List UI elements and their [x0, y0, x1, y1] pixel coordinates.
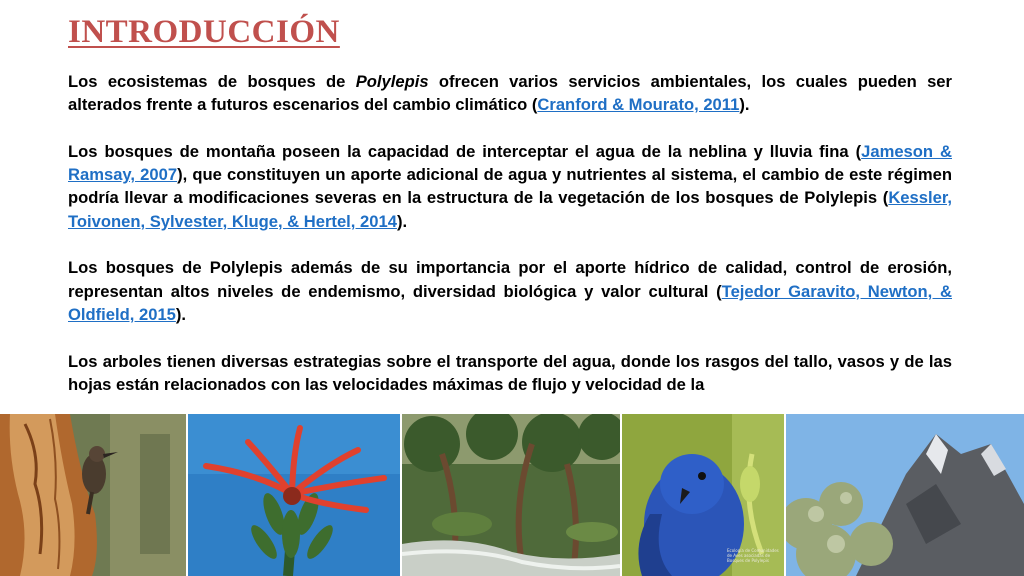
citation-link-tejedor[interactable]: Tejedor Garavito, Newton, & Oldfield, 2015	[68, 281, 952, 324]
text-run: Los bosques de montaña poseen la capacidad de interceptar el agua de la neblina y lluvia fina (	[68, 141, 862, 161]
photo-bird-on-bark	[0, 414, 186, 576]
text-run: ).	[396, 211, 408, 231]
paragraph-endemism	[68, 256, 952, 326]
paragraph-water-transport	[68, 350, 952, 397]
citation-link-jameson[interactable]: Jameson & Ramsay, 2007	[68, 141, 952, 185]
photo-credit: Ecología de Comunidades de Aves asociadas de Bosques de Polylepis	[727, 548, 779, 563]
photo-mountain	[786, 414, 1024, 576]
text-run: ).	[739, 95, 750, 115]
text-run: Los bosques de Polylepis además de su importancia por el aporte hídrico de calidad, control de erosión, representan altos niveles de endemismo, diversidad biológica y valor cultural (	[68, 258, 952, 301]
paragraph-fog-interception	[68, 140, 952, 233]
page-title: INTRODUCCIÓN	[68, 14, 340, 50]
photo-blue-bird	[622, 414, 784, 576]
text-run: ), que constituyen un aporte adicional de agua y nutrientes al sistema, el cambio de este régimen podría llevar a modificaciones severas en la estructura de la vegetación de los bosques de Polylepis (	[68, 165, 952, 208]
species-name: Polylepis	[355, 72, 429, 91]
text-run: Los ecosistemas de bosques de	[68, 72, 356, 91]
paragraph-ecosystem-services	[68, 70, 952, 117]
text-run: ).	[175, 304, 187, 324]
photo-strip	[0, 414, 1024, 576]
citation-link-kessler[interactable]: Kessler, Toivonen, Sylvester, Kluge, & Hertel, 2014	[68, 188, 952, 231]
text-run: ofrecen varios servicios ambientales, los cuales pueden ser alterados frente a futuros escenarios del cambio climático (	[68, 72, 952, 115]
photo-forest-stream	[402, 414, 620, 576]
citation-link-cranford[interactable]: Cranford & Mourato, 2011	[537, 95, 740, 115]
body-text	[68, 70, 952, 414]
text-run: Los arboles tienen diversas estrategias sobre el transporte del agua, donde los rasgos del tallo, vasos y de las hojas están relacionados con las velocidades máximas de flujo y velocidad de la	[68, 351, 952, 394]
photo-red-flower	[188, 414, 400, 576]
